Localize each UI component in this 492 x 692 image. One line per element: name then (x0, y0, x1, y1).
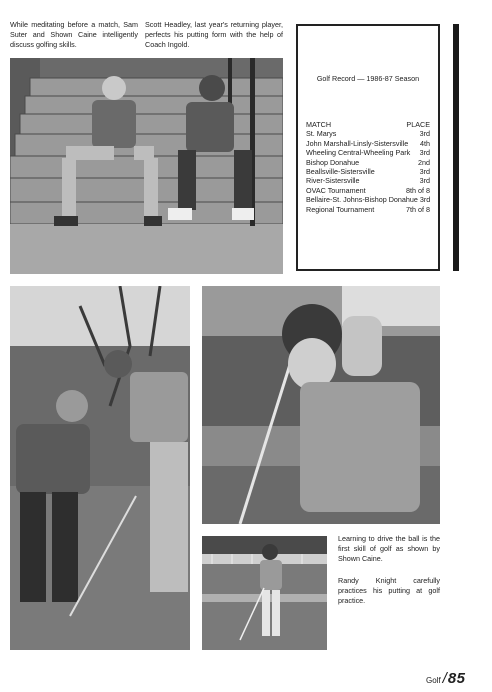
record-match: Regional Tournament (306, 204, 375, 214)
golf-record-box (296, 24, 440, 271)
putting-scene-image (202, 536, 327, 650)
coach-scene-image (10, 286, 190, 650)
caption-driving: Learning to drive the ball is the first skill of golf as shown by Shown Caine. (338, 534, 440, 563)
record-row (306, 129, 430, 138)
record-place: 3rd (419, 148, 430, 158)
record-place: 3rd (419, 167, 430, 177)
record-place: 7th of 8 (406, 204, 430, 214)
record-match: River-Sistersville (306, 176, 360, 186)
caption-putting-coach: Scott Headley, last year's returning player, perfects his putting form with the help of Coach Ingold. (145, 20, 283, 49)
caption-meditating: While meditating before a match, Sam Suter and Shown Caine intelligently discuss golfing skills. (10, 20, 138, 49)
steps-scene-image (10, 58, 283, 274)
record-match: Bellaire-St. Johns-Bishop Donahue (306, 195, 418, 205)
record-row (306, 139, 430, 148)
record-match: Wheeling Central-Wheeling Park (306, 148, 411, 158)
record-place: 3rd (419, 129, 430, 139)
photo-golfer-driving (202, 286, 440, 524)
photo-coach-helping-putting (10, 286, 190, 650)
folio-section: Golf (426, 676, 441, 685)
record-place: 3rd (419, 195, 431, 205)
record-match: John Marshall-Linsly-Sistersville (306, 138, 409, 148)
record-match: Bishop Donahue (306, 157, 360, 167)
record-place: 3rd (419, 176, 430, 186)
caption-putting-practice: Randy Knight carefully practices his putting at golf practice. (338, 576, 440, 605)
photo-putting-practice (202, 536, 327, 650)
record-row (306, 205, 430, 214)
record-header-row (306, 120, 430, 129)
record-row (306, 195, 430, 204)
record-match: OVAC Tournament (306, 185, 366, 195)
record-place: 8th of 8 (406, 185, 430, 195)
record-header-place: PLACE (406, 120, 430, 129)
record-match: Beallsville-Sistersville (306, 167, 375, 177)
page-number: 85 (447, 670, 466, 687)
decorative-black-bar (453, 24, 459, 271)
folio-slash: / (442, 670, 447, 687)
record-row (306, 148, 430, 157)
record-rows (306, 129, 430, 214)
page-folio (426, 670, 466, 687)
record-place: 4th (420, 138, 430, 148)
record-place: 2nd (418, 157, 430, 167)
driving-scene-image (202, 286, 440, 524)
record-row (306, 176, 430, 185)
record-match: St. Marys (306, 129, 337, 139)
record-row (306, 186, 430, 195)
record-title: Golf Record — 1986-87 Season (316, 74, 420, 83)
photo-players-on-steps (10, 58, 283, 274)
record-header-match: MATCH (306, 120, 332, 129)
record-row (306, 158, 430, 167)
record-row (306, 167, 430, 176)
record-table (306, 120, 430, 214)
